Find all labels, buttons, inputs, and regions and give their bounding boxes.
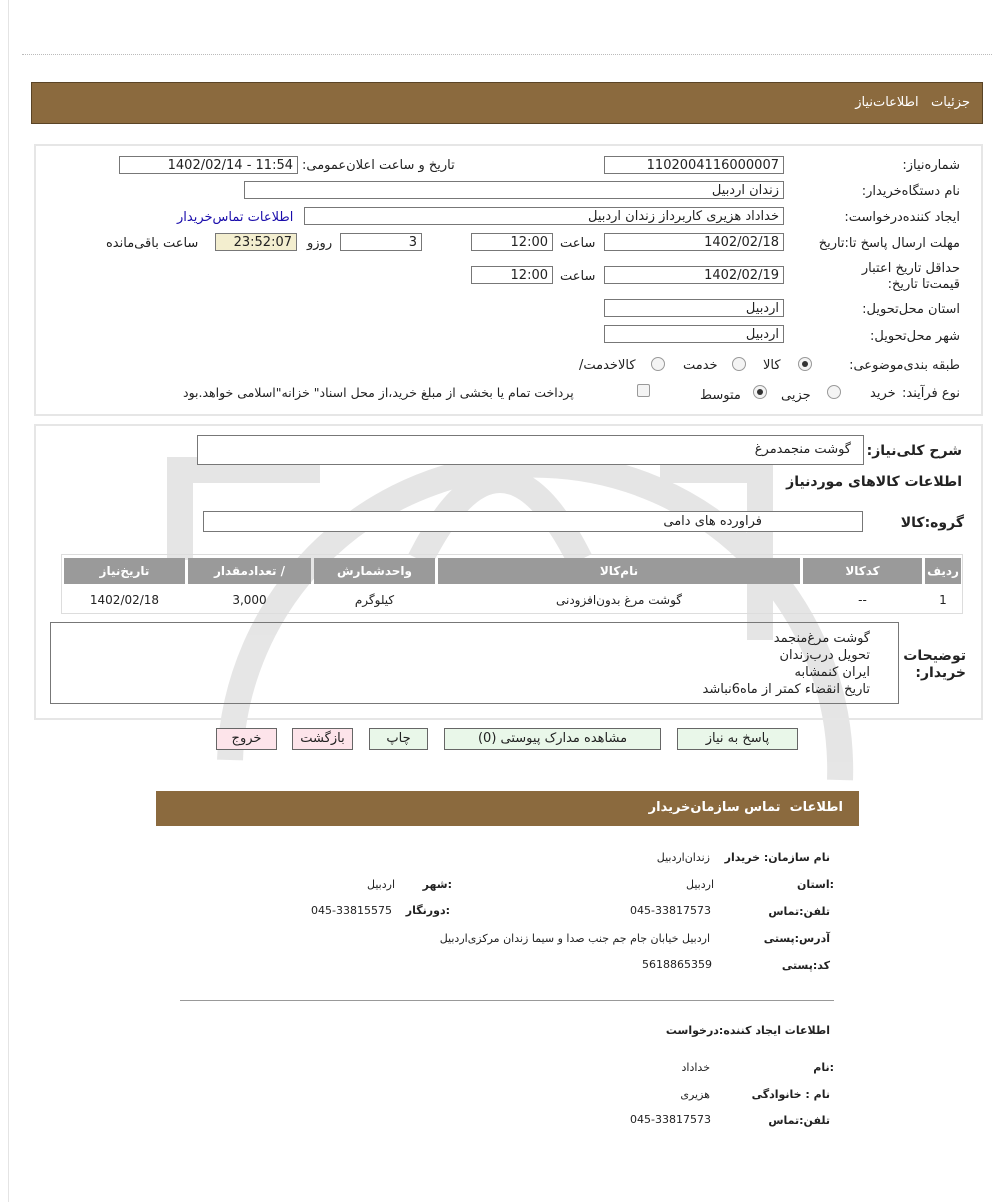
group-label: گروه:کالا: [900, 515, 964, 531]
fax-value: 045-33815575: [311, 904, 392, 917]
deadline-time-field[interactable]: 12:00: [471, 233, 553, 251]
city-info-value: اردبیل: [367, 878, 395, 891]
address-value: اردبیل خیابان جام جم جنب صدا و سیما زندان مرکزی‌اردبیل: [439, 932, 710, 945]
summary-label: شرح کلی‌نیاز:: [866, 443, 962, 459]
buyer-org-label: نام دستگاه‌خریدار:: [861, 184, 960, 199]
print-button[interactable]: چاپ: [369, 728, 428, 750]
category-radio-service[interactable]: [732, 357, 746, 371]
need-number-field[interactable]: 1102004116000007: [604, 156, 784, 174]
col-qty-header: / تعدادمقدار: [188, 558, 311, 584]
phone-label: تلفن‌:تماس: [768, 905, 830, 918]
notes-line: تحویل درب‌زندان: [779, 648, 870, 663]
buyer-notes-box: [50, 622, 899, 704]
address-label: آدرس‌:پستی: [763, 932, 830, 945]
contact-divider: [180, 1000, 834, 1001]
top-divider: [22, 54, 992, 55]
contact-header-bar: [156, 791, 859, 826]
goods-title: اطلاعات کالاهای موردنیاز: [786, 474, 962, 490]
deadline-date-field[interactable]: 1402/02/18: [604, 233, 784, 251]
treasury-note: پرداخت تمام یا بخشی از مبلغ خرید،از محل اسناد" خزانه"اسلامی خواهد.بود: [183, 385, 574, 400]
validity-time-field[interactable]: 12:00: [471, 266, 553, 284]
phone-value: 045-33817573: [630, 904, 711, 917]
col-date-header: تاریخ‌نیاز: [64, 558, 185, 584]
notes-line: گوشت مرغ‌منجمد: [773, 631, 870, 646]
need-number-label: شماره‌نیاز:: [902, 158, 960, 173]
contact-title: اطلاعات تماس سازمان‌خریدار: [648, 800, 843, 815]
cell-date: 1402/02/18: [89, 593, 160, 607]
exit-button[interactable]: خروج: [216, 728, 277, 750]
col-unit-header: واحدشمارش: [314, 558, 435, 584]
cell-row-number: 1: [939, 593, 947, 607]
category-radio-both[interactable]: [651, 357, 665, 371]
header-title: جزئیات اطلاعات‌نیاز: [855, 95, 970, 110]
province-field[interactable]: اردبیل: [604, 299, 784, 317]
process-buy-label: خرید: [870, 386, 896, 401]
creator-family-value: هزیری: [680, 1088, 710, 1101]
creator-field[interactable]: خداداد هزیری کاربرداز زندان اردبیل: [304, 207, 784, 225]
col-row-header: ردیف: [925, 558, 961, 584]
fax-label: :دورنگار: [405, 904, 450, 917]
category-radio-goods[interactable]: [798, 357, 812, 371]
creator-name-value: خداداد: [681, 1061, 710, 1074]
summary-field[interactable]: گوشت منجمدمرغ: [197, 435, 864, 465]
process-radio-minor[interactable]: [827, 385, 841, 399]
left-border: [8, 0, 9, 1202]
cell-name: گوشت مرغ بدون‌افزودنی: [555, 593, 682, 607]
validity-time-label: ساعت: [560, 269, 596, 284]
process-medium-label: متوسط: [700, 388, 741, 403]
announce-field[interactable]: 1402/02/14 - 11:54: [119, 156, 298, 174]
creator-phone-value: 045-33817573: [630, 1113, 711, 1126]
creator-family-label: نام : خانوادگی: [751, 1088, 830, 1101]
cell-qty: 3,000: [232, 593, 267, 607]
creator-name-label: :نام: [813, 1061, 834, 1074]
deadline-label: مهلت ارسال پاسخ تا:تاریخ: [818, 236, 960, 251]
attachments-button[interactable]: مشاهده مدارک پیوستی (0): [444, 728, 661, 750]
header-bar: [31, 82, 983, 124]
process-minor-label: جزیی: [781, 388, 811, 403]
province-label: استان محل‌تحویل:: [862, 302, 960, 317]
cell-unit: کیلوگرم: [354, 593, 395, 607]
org-name-value: زندان‌اردبیل: [656, 851, 710, 864]
postal-value: 5618865359: [642, 958, 712, 971]
process-label: نوع فرآیند:: [902, 386, 960, 401]
category-goods-label: کالا: [763, 358, 781, 373]
buyer-notes-label: توضیحات خریدار:: [903, 648, 966, 681]
validity-label: حداقل تاریخ اعتبار قیمت‌تا تاریخ:: [861, 261, 960, 292]
announce-label: تاریخ و ساعت اعلان‌عمومی:: [302, 158, 455, 173]
city-field[interactable]: اردبیل: [604, 325, 784, 343]
notes-line: تاریخ انقضاء کمتر از ماه6نباشد: [702, 682, 870, 697]
postal-label: کد:پستی: [781, 959, 830, 972]
col-name-header: نام‌کالا: [438, 558, 800, 584]
group-field[interactable]: فراورده های دامی: [203, 511, 863, 532]
process-radio-medium[interactable]: [753, 385, 767, 399]
days-label: روزو: [307, 236, 333, 251]
buyer-org-field[interactable]: زندان اردبیل: [244, 181, 784, 199]
creator-phone-label: تلفن‌:تماس: [768, 1114, 830, 1127]
validity-date-field[interactable]: 1402/02/19: [604, 266, 784, 284]
remaining-label: ساعت باقی‌مانده: [106, 236, 199, 251]
days-field[interactable]: 3: [340, 233, 422, 251]
reply-button[interactable]: پاسخ به نیاز: [677, 728, 798, 750]
deadline-time-label: ساعت: [560, 236, 596, 251]
org-name-label: نام سازمان‌: خریدار: [724, 851, 830, 864]
province-info-value: اردبیل: [686, 878, 714, 891]
notes-line: ایران کنمشابه: [794, 665, 870, 680]
category-service-label: خدمت: [683, 358, 718, 373]
remaining-time-field: 23:52:07: [215, 233, 297, 251]
treasury-checkbox[interactable]: [637, 384, 650, 397]
back-button[interactable]: بازگشت: [292, 728, 353, 750]
creator-label: ایجاد کننده‌درخواست:: [844, 210, 960, 225]
buyer-contact-link[interactable]: اطلاعات تماس‌خریدار: [177, 210, 294, 225]
creator-info-title: اطلاعات ایجاد کننده:درخواست: [665, 1024, 830, 1037]
cell-code: --: [858, 593, 867, 607]
province-info-label: :استان: [797, 878, 834, 891]
col-code-header: کدکالا: [803, 558, 922, 584]
category-label: طبقه بندی‌موضوعی:: [849, 358, 960, 373]
city-label: شهر محل‌تحویل:: [870, 329, 960, 344]
city-info-label: :شهر: [422, 878, 452, 891]
category-both-label: کالاخدمت/: [579, 358, 636, 373]
